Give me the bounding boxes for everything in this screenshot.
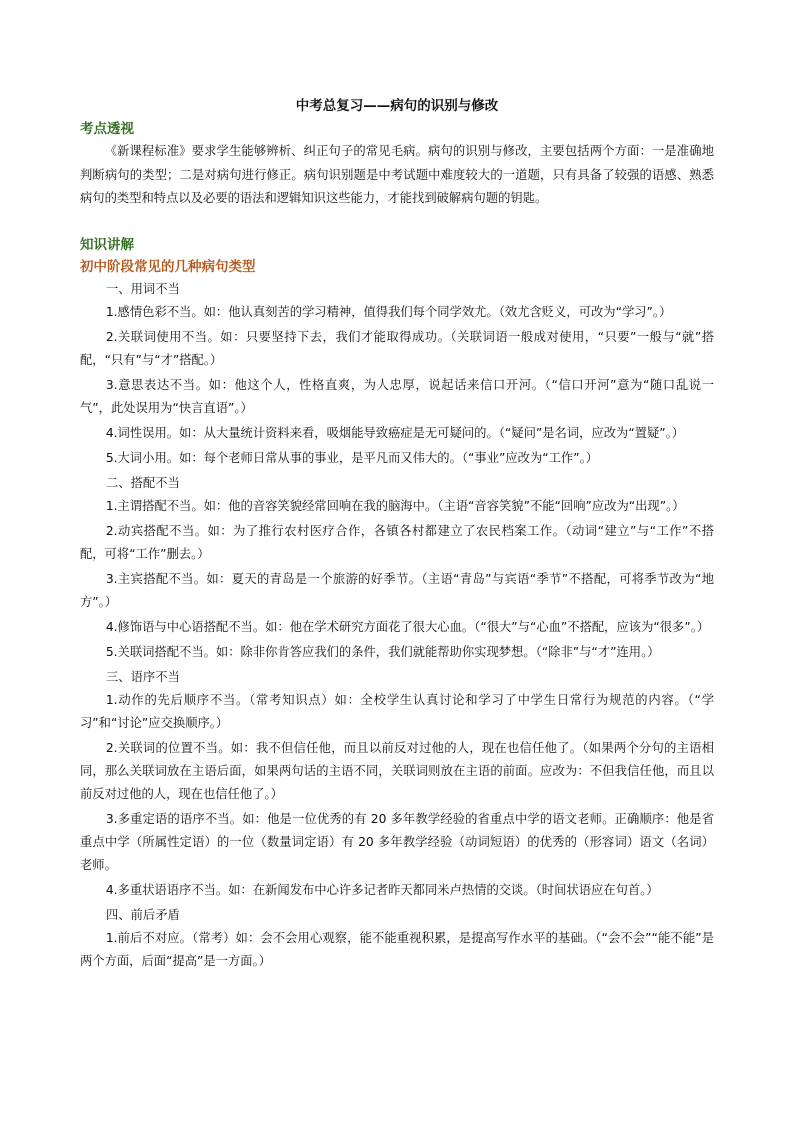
list-item: 2.动宾搭配不当。如：为了推行农村医疗合作，各镇各村都建立了农民档案工作。（动词“建立”与“工作”不搭配，可将“工作”删去。） [80,523,714,561]
list-item: 3.多重定语的语序不当。如：他是一位优秀的有 20 多年教学经验的省重点中学的语文老师。正确顺序：他是省重点中学（所属性定语）的一位（数量词定语）有 20 多年教学经验（动词短语）的优秀的（形容词）语文（名词）老师。 [80,811,714,872]
list-item: 5.大词小用。如：每个老师日常从事的事业，是平凡而又伟大的。（“事业”应改为“工作”。） [105,450,599,465]
list-item: 4.多重状语语序不当。如：在新闻发布中心许多记者昨天都同米卢热情的交谈。（时间状语应在句首。） [105,882,659,897]
list-item: 2.关联词使用不当。如：只要坚持下去，我们才能取得成功。（关联词语一般成对使用，“只要”一般与“就”搭配，“只有”与“才”搭配。） [80,329,714,367]
document-title: 中考总复习——病句的识别与修改 [295,98,499,114]
category-heading: 二、搭配不当 [106,475,180,490]
list-item: 1.前后不对应。（常考）如：会不会用心观察，能不能重视积累，是提高写作水平的基础。（“会不会”“能不能”是两个方面，后面“提高”是一方面。） [80,930,714,968]
intro-heading: 考点透视 [80,121,134,137]
list-item: 2.关联词的位置不当。如：我不但信任他，而且以前反对过他的人，现在也信任他了。（如果两个分句的主语相同，那么关联词放在主语后面，如果两句话的主语不同，关联词则放在主语的前面。应改为：不但我信任他，而且以前反对过他的人，现在也信任他了。） [80,740,714,801]
knowledge-subheading: 初中阶段常见的几种病句类型 [80,258,256,275]
list-item: 4.修饰语与中心语搭配不当。如：他在学术研究方面花了很大心血。（“很大”与“心血”不搭配，应该为“很多”。） [105,619,710,634]
category-heading: 四、前后矛盾 [106,907,180,922]
section-spacer [80,211,714,234]
list-item: 1.动作的先后顺序不当。（常考知识点）如：全校学生认真讨论和学习了中学生日常行为规范的内容。（“学习”和“讨论”应交换顺序。） [80,692,714,730]
list-item: 3.意思表达不当。如：他这个人，性格直爽，为人忠厚，说起话来信口开河。（“信口开河”意为“随口乱说一气”，此处误用为“快言直语”。） [80,377,714,415]
document-body [80,118,714,975]
list-item: 4.词性误用。如：从大量统计资料来看，吸烟能导致癌症是无可疑问的。（“疑问”是名词，应改为“置疑”。） [105,425,685,440]
category-heading: 一、用词不当 [106,281,180,296]
knowledge-heading: 知识讲解 [80,236,134,253]
category-heading: 三、语序不当 [106,669,180,684]
list-item: 3.主宾搭配不当。如：夏天的青岛是一个旅游的好季节。（主语“青岛”与宾语“季节”不搭配，可将季节改为“地方”。） [80,571,714,609]
list-item: 1.感情色彩不当。如：他认真刻苦的学习精神，值得我们每个同学效尤。（效尤含贬义，可改为“学习”。） [105,304,672,319]
intro-paragraph: 《新课程标准》要求学生能够辨析、纠正句子的常见毛病。病句的识别与修改，主要包括两个方面：一是准确地判断病句的类型；二是对病句进行修正。病句识别题是中考试题中难度较大的一道题，只有具备了较强的语感、熟悉病句的类型和特点以及必要的语法和逻辑知识这些能力，才能找到破解病句题的钥匙。 [80,144,714,205]
list-item: 1.主谓搭配不当。如：他的音容笑貌经常回响在我的脑海中。（主语“音容笑貌”不能“回响”应改为“出现”。） [105,498,685,513]
list-item: 5.关联词搭配不当。如：除非你肯答应我们的条件，我们就能帮助你实现梦想。（“除非”与“才”连用。） [105,644,660,659]
